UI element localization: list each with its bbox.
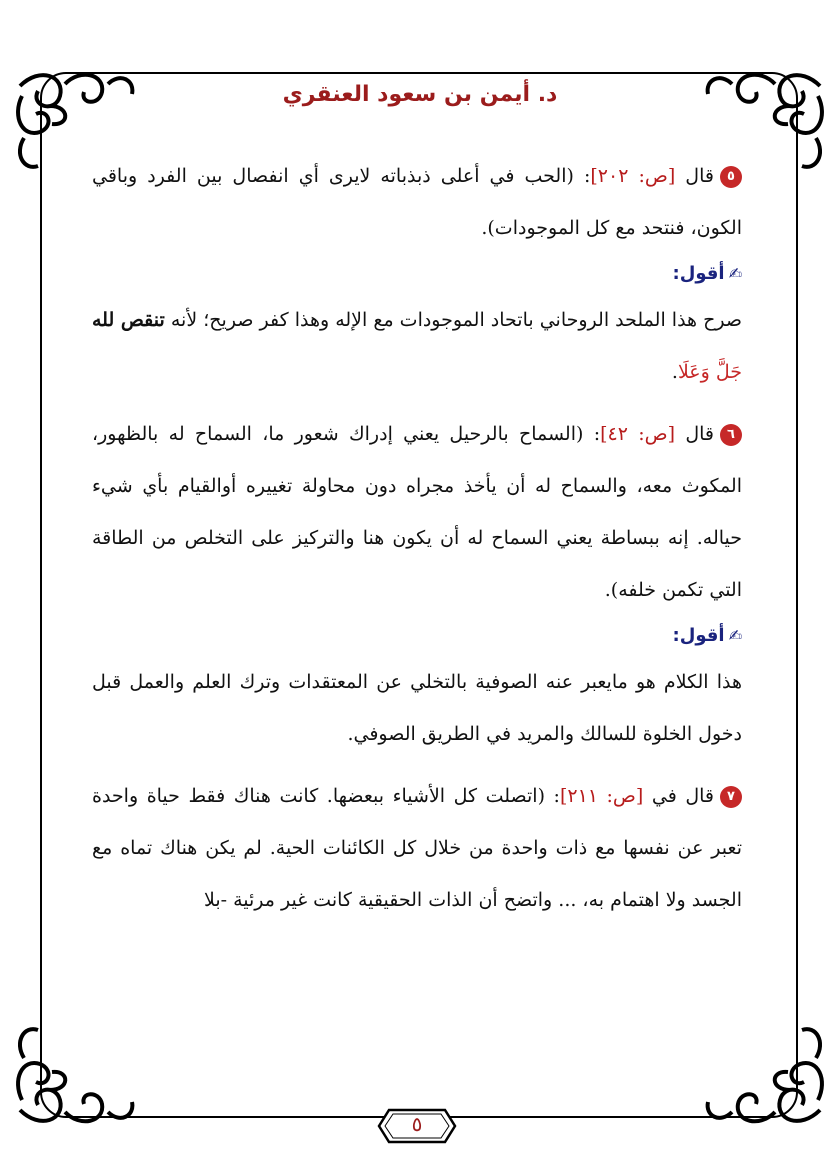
page-reference: [ص: ٢٠٢]: [590, 165, 676, 187]
page-reference: [ص: ٤٢]: [600, 423, 676, 445]
quote-item: [92, 770, 742, 926]
quote-text: تماه مع الجسد ولا اهتمام به، ... واتضح أن الذات الحقيقية كانت غير مرئية -بلا: [92, 837, 742, 911]
comment-heading: ✍أقول:: [672, 263, 742, 284]
quote-text: وباقي الكون، فنتحد مع كل الموجودات).: [92, 165, 742, 239]
item-number-badge: ٥: [720, 166, 742, 188]
comment-paragraph: [92, 656, 742, 760]
comment-text: والعمل قبل دخول الخلوة للسالك والمريد في الطريق الصوفي.: [92, 671, 742, 745]
page-reference: [ص: ٢١١]: [559, 785, 644, 807]
quote-item: [92, 150, 742, 254]
page-number-box: [375, 1106, 459, 1146]
quote-text: : (الحب في أعلى ذبذباته لايرى أي انفصال بين الفرد: [147, 165, 591, 187]
quote-item: [92, 408, 742, 616]
quote-text: واحدة تعبر عن نفسها مع ذات واحدة من خلال كل الكائنات الحية. لم يكن هناك: [92, 785, 742, 859]
comment-paragraph: [92, 294, 742, 398]
punctuation: .: [671, 361, 678, 383]
comment-heading: ✍أقول:: [672, 625, 742, 646]
pen-icon: ✍: [728, 264, 742, 283]
comment-text: تنقص لله: [92, 309, 165, 331]
page-number: ٥: [411, 1112, 423, 1136]
quote-text: : (اتصلت كل الأشياء ببعضها. كانت هناك فقط حياة: [146, 785, 560, 807]
page-header-title: د. أيمن بن سعود العنقري: [282, 82, 558, 107]
quote-text: : (السماح بالرحيل يعني إدراك شعور ما، السماح له: [168, 423, 601, 445]
page-body: [92, 150, 742, 926]
item-number-badge: ٧: [720, 786, 742, 808]
quote-text: الطاقة التي تكمن خلفه).: [92, 527, 742, 601]
quote-intro: قال: [685, 423, 715, 445]
quote-text: شيء حياله. إنه ببساطة يعني السماح له أن يكون هنا والتركيز على التخلص من: [92, 475, 742, 549]
item-number-badge: ٦: [720, 424, 742, 446]
divine-praise: جَلَّ وَعَلَا: [677, 361, 742, 383]
comment-text: صرح هذا الملحد الروحاني باتحاد الموجودات مع الإله وهذا كفر صريح؛ لأنه: [170, 309, 742, 331]
pen-icon: ✍: [728, 626, 742, 645]
comment-text: هذا الكلام هو مايعبر عنه الصوفية بالتخلي عن المعتقدات وترك العلم: [192, 671, 743, 693]
quote-intro: قال في: [651, 785, 714, 807]
quote-text: بالظهور، المكوث معه، والسماح له أن يأخذ مجراه دون محاولة تغييره أوالقيام بأي: [92, 423, 742, 497]
quote-intro: قال: [685, 165, 714, 187]
